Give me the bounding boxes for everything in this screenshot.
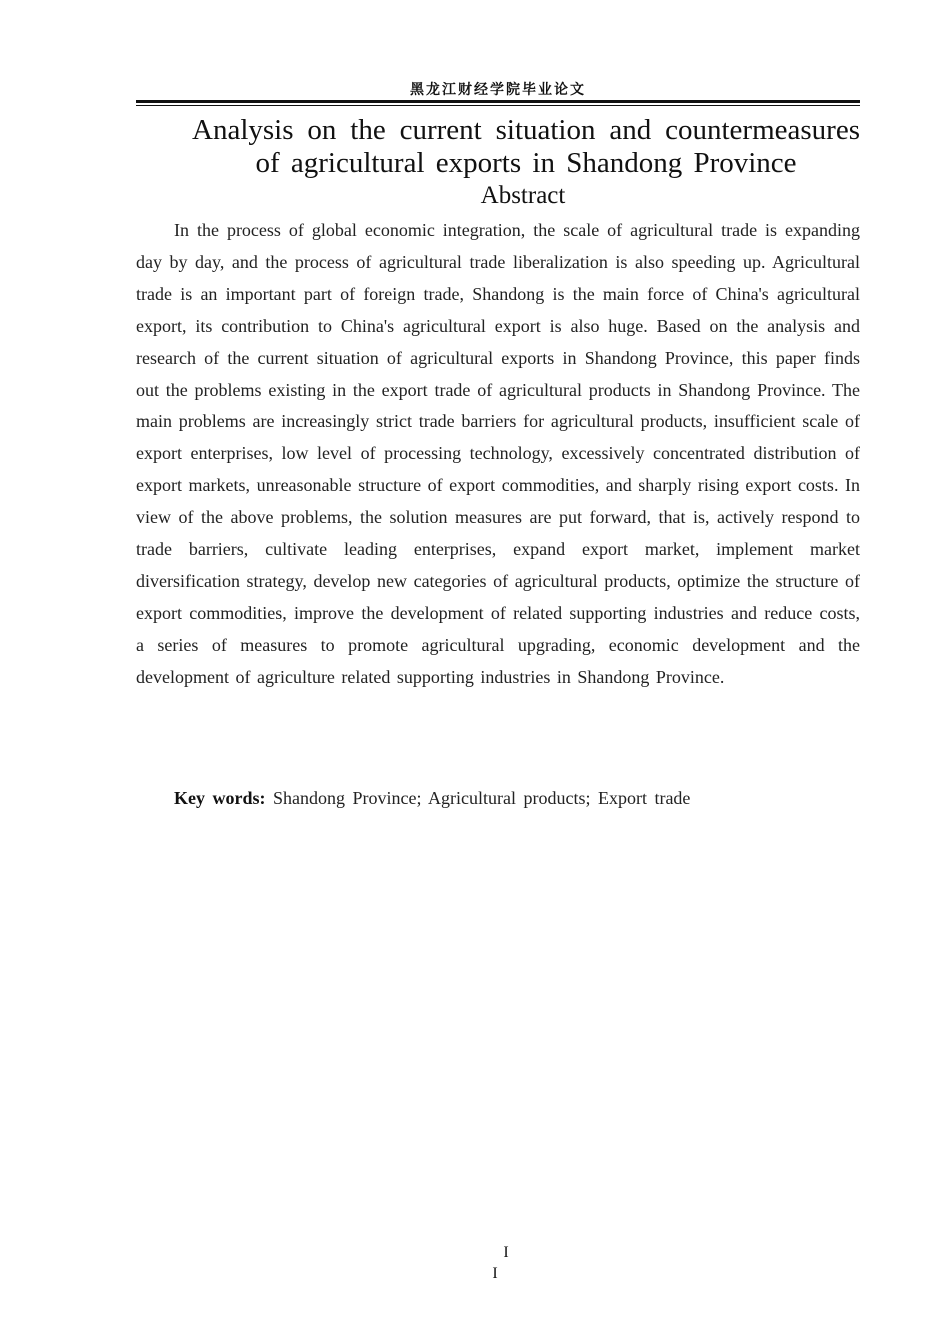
abstract-body: In the process of global economic integration, the scale of agricultural trade is expanding day by day, and the process of agricultural trade liberalization is also speeding up. Agricultural trade is an important part of foreign trade, Shandong is the main force of China's agricultural export, its contribution to China's agricultural export is also huge. Based on the analysis and research of the current situation of agricultural exports in Shandong Province, this paper finds out the problems existing in the export trade of agricultural products in Shandong Province. The main problems are increasingly strict trade barriers for agricultural products, insufficient scale of export enterprises, low level of processing technology, excessively concentrated distribution of export markets, unreasonable structure of export commodities, and sharply rising export costs. In view of the above problems, the solution measures are put forward, that is, actively respond to trade barriers, cultivate leading enterprises, expand export market, implement market diversification strategy, develop new categories of agricultural products, optimize the structure of export commodities, improve the development of related supporting industries and reduce costs, a series of measures to promote agricultural upgrading, economic development and the development of agriculture related supporting industries in Shandong Province.	[136, 220, 860, 687]
keywords-line	[174, 784, 860, 812]
page-number-secondary: I	[492, 1265, 498, 1282]
header-rule-thin	[136, 105, 860, 106]
keywords-values: Shandong Province; Agricultural products; Export trade	[273, 788, 691, 808]
page-header: 黑龙江财经学院毕业论文	[410, 82, 586, 98]
keywords-label: Key words:	[174, 788, 266, 808]
page-number: I	[503, 1244, 509, 1261]
paper-title: Analysis on the current situation and countermeasures of agricultural exports in Shandong Province	[192, 114, 860, 179]
header-rule-thick	[136, 100, 860, 103]
abstract-heading: Abstract	[480, 182, 566, 209]
